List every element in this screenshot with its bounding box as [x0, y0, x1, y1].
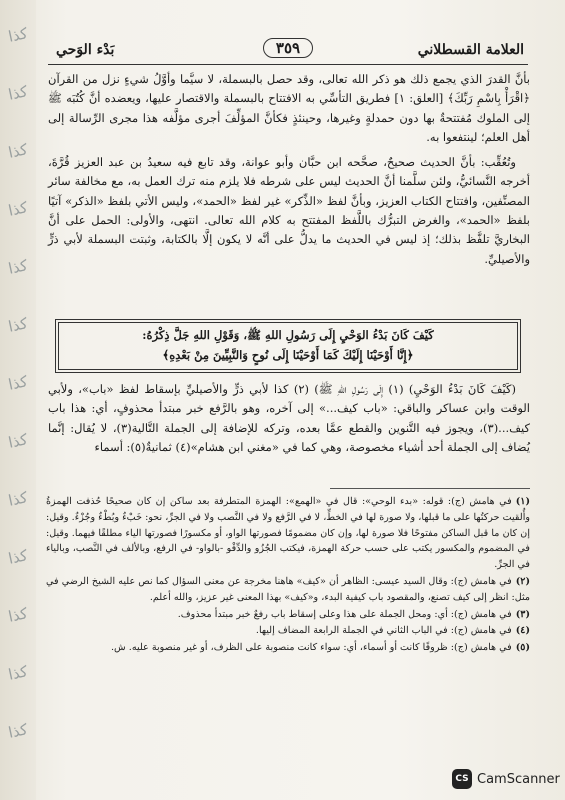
bleed-through-glyph: كذا: [6, 198, 30, 220]
paragraph: بأنَّ القدرَ الذي يجمع ذلك هو ذكر الله تعالى، وقد حصل بالبسملة، لا سيَّما وأوَّلُ شيءٍ نزل من القرآن ﴿اقْرَأْ بِاسْمِ رَبِّكَ﴾ [العلق: ١] فطريق التأسِّي به الافتتاح بالبسملة والاقتصار عليها، ويعضده أنَّ كُتُبَه ﷺ إلى الملوك مُفتتحةٌ بها دون حمدلةٍ وغيرها، وحينئذٍ فكأنَّ المؤلِّفَ أجرى مؤلَّفه هذا مجرى الرِّسالة إلى أهل العلم؛ لينتفعوا به.: [48, 72, 530, 144]
footnote-number: (٤): [515, 625, 530, 637]
footnote: [46, 623, 530, 639]
bleed-through-glyph: كذا: [6, 82, 30, 104]
bleed-through-glyph: كذا: [6, 140, 30, 162]
bleed-through-margin: [0, 0, 36, 800]
camscanner-label: CamScanner: [477, 771, 560, 787]
footnote: [46, 640, 530, 656]
paragraph: (كَيْفَ كَانَ بَدْءُ الوَحْيِ) (١) إِلَى رَسُولِ اللهِ ﷺ) (٢) كذا لأبي ذرٍّ والأصيليِّ بإسقاط لفظ «باب»، ولأبي الوقت وابن عساكر والباقي: «باب كيف...» إلى آخره، وهو بالرَّفع خبر مبتدأ محذوفٍ، أي: هذا باب كيف...(٣)، ويجوز فيه التَّنوين والقطع عمَّا بعده، وتركه للإضافة إلى الجملة التَّالية(٣)، لا يُقال: إنَّما يُضاف إلى الجملة أحد أشياء مخصوصة، وهي كما في «مغني ابن هشام»(٤) ثمانيةٌ(٥): أسماء: [48, 382, 530, 454]
footnote-text: في هامش (ج): أي: ومحل الجملة على هذا وعلى إسقاط باب رفعٌ خبر مبتدأ محذوف.: [177, 608, 512, 620]
header-chapter-title: بَدْء الوَحي: [56, 42, 115, 58]
paragraph: وتُعُقِّب: بأنَّ الحديث صحيحٌ، صحَّحه ابن حبَّان وأبو عوانة، وقد تابع فيه سعيدُ بن عبد العزيز قُرَّةَ، أخرجه النَّسائيُّ، ولئن سلَّمنا أنَّ الحديث ليس على شرطه فلا يلزم منه ترك العمل به، مع مخالفة سائر المصنِّفين، وافتتاح الكتاب العزيز، وبأنَّ لفظ «الذِّكر» غير لفظ «الحمد»، وليس الأتي بلفظ «الذكر» آتيًا بلفظ «الحمد»، والغرض التبرُّك باللَّفظ المفتتح به كلام الله تعالى. انتهى، والأولى: الحمل على أنَّ البخاريَّ تلفَّظ بذلك؛ إذ ليس في الحديث ما يدلُّ على أنَّه لا يكون إلَّا بالكتابة، وثبتت البسملة لأبي ذرٍّ والأصيليِّ.: [48, 155, 530, 266]
footnote: [46, 607, 530, 623]
footnote-text: في هامش (ج): قوله: «بدء الوحي»: قال في «الهمع»: الهمزة المتطرفة بعد ساكن إن كان صحيحًا حُذفت الهمزةُ وأُلقيت حركتُها على ما قبلها، ولا صورة لها في الخطِّ، لا في الرَّفع ولا في النَّصب ولا في الجرِّ، نحو: خَبْءٌ وبُطْءٌ وجُزْءٌ. وقيل: إن كان ما قبل الساكن مفتوحًا فلا صورة لها، وإن كان مضمومًا فصورتها الواو، أو مكسورًا فصورتها الياء مطلقًا فيهما. وقيل: في المضموم والمكسور يكتب على حسب حركة الهمزة، فيكتب الجُزُو والدِّفْو -بالواو- في الرفع، وبالألف في النَّصب، وبالياء في الجرِّ.: [46, 496, 530, 571]
page-number: [48, 38, 528, 58]
heading-line: كَيْفَ كَانَ بَدْءُ الوَحْيِ إِلَى رَسُولِ اللهِ ﷺ، وَقَوْلِ اللهِ جَلَّ ذِكْرُهُ:: [142, 328, 434, 342]
footnote-number: (٥): [515, 642, 530, 654]
footnote: [46, 574, 530, 606]
bleed-through-glyph: كذا: [6, 546, 30, 568]
page-number-value: ٣٥٩: [263, 38, 313, 58]
header-author-title: العلامة القسطلاني: [417, 42, 524, 58]
bleed-through-glyph: كذا: [6, 720, 30, 742]
commentary-text: [48, 380, 530, 463]
bleed-through-glyph: كذا: [6, 24, 30, 46]
footnote-number: (٣): [515, 608, 530, 620]
bleed-through-glyph: كذا: [6, 256, 30, 278]
footnote-text: في هامش (ج): وقال السيد عيسى: الظاهر أن «كيف» هاهنا مخرجة عن معنى السؤال كما نص عليه الشيخ الرضي في مثل: انظر إلى كيف تصنع، والمقصود باب كيفية البدء، و«كيف» بهذا المعنى غير عزيز، والله أعلم.: [46, 575, 530, 603]
bleed-through-glyph: كذا: [6, 372, 30, 394]
camscanner-watermark: [452, 768, 560, 790]
footnote: [46, 494, 530, 573]
footnote-number: (١): [515, 496, 530, 507]
camscanner-logo-icon: CS: [452, 769, 472, 789]
footnote-number: (٢): [515, 575, 530, 587]
bleed-through-glyph: كذا: [6, 488, 30, 510]
footnote-text: في هامش (ج): في الباب الثاني في الجملة الرابعة المضاف إليها.: [255, 625, 512, 637]
page-header: [48, 38, 528, 65]
footnote-text: في هامش (ج): ظروفًا كانت أو أسماء، أي: سواء كانت منصوبة على الظرف، أو غير منصوبة عليه. ش.: [110, 642, 512, 654]
footnotes: [46, 494, 530, 657]
footnote-separator: [330, 488, 530, 489]
bleed-through-glyph: كذا: [6, 430, 30, 452]
chapter-heading-box: [58, 322, 518, 370]
bleed-through-glyph: كذا: [6, 662, 30, 684]
bleed-through-glyph: كذا: [6, 604, 30, 626]
main-text: [48, 70, 530, 275]
bleed-through-glyph: كذا: [6, 314, 30, 336]
heading-verse: ﴿إِنَّا أَوْحَيْنَا إِلَيْكَ كَمَا أَوْحَيْنَا إِلَى نُوحٍ وَالنَّبِيِّينَ مِنْ بَعْدِهِ﴾: [162, 348, 414, 362]
